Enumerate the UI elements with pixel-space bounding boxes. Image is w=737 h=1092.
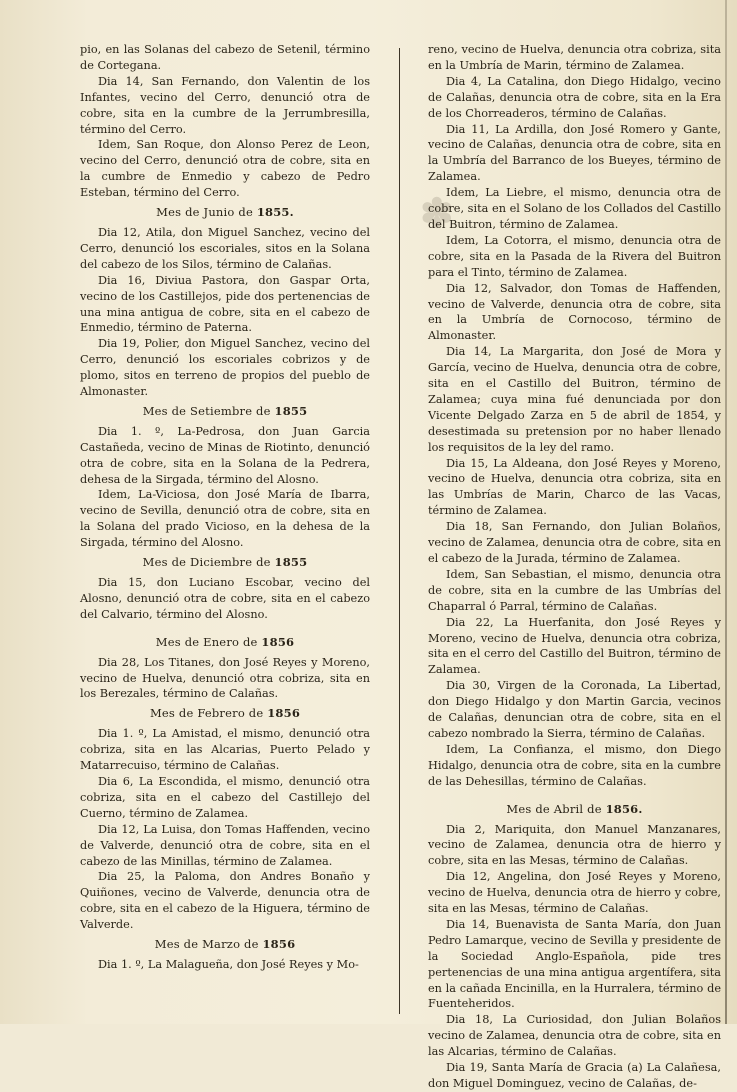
mine-claim-entry: Dia 15, La Aldeana, don José Reyes y Moreno, vecino de Huelva, denuncia otra cobriza, sita en las Umbrías de Marin, Charco de las Vacas, término de Zalamea. [428, 456, 721, 518]
mine-claim-entry: Dia 18, San Fernando, don Julian Bolaños, vecino de Zalamea, denuncia otra de cobre, sita en el cabezo de la Jurada, término de Zalamea. [428, 520, 721, 565]
month-heading-year: 1855. [256, 205, 294, 220]
column-divider [399, 48, 400, 1014]
spacer [428, 790, 721, 798]
spacer [80, 623, 370, 631]
mine-claim-entry: Dia 2, Mariquita, don Manuel Manzanares, vecino de Zalamea, denuncia otra de hierro y cobre, sita en las Mesas, término de Calañas. [428, 822, 721, 868]
month-heading-year: 1856. [605, 801, 643, 816]
month-heading-year: 1855 [274, 555, 308, 570]
month-heading-text: Mes de Junio de [156, 205, 257, 220]
mine-claim-entry: Idem, San Sebastian, el mismo, denuncia otra de cobre, sita en la cumbre de las Umbrías del Chaparral ó Parral, término de Calañas. [428, 567, 721, 613]
mine-claim-entry: Dia 28, Los Titanes, don José Reyes y Moreno, vecino de Huelva, denunció otra cobriza, sita en los Berezales, término de Calañas. [80, 655, 370, 701]
page-edge [725, 0, 727, 1024]
mine-claim-entry: Dia 30, Virgen de la Coronada, La Libertad, don Diego Hidalgo y don Martin Garcia, vecinos de Calañas, denuncian otra de cobre, sita en el cabezo nombrado la Sierra, término de Calañas. [428, 679, 721, 740]
mine-claim-entry: Dia 16, Diviua Pastora, don Gaspar Orta, vecino de los Castillejos, pide dos pertenencias de una mina antigua de cobre, sita en el cabezo de Enmedio, término de Paterna. [80, 273, 370, 335]
mine-claim-entry: Idem, La Cotorra, el mismo, denuncia otra de cobre, sita en la Pasada de la Rivera del Buitron para el Tinto, término de Zalamea. [428, 233, 721, 279]
month-heading-text: Mes de Marzo de [154, 937, 263, 952]
mine-claim-entry: Idem, La-Viciosa, don José María de Ibarra, vecino de Sevilla, denunció otra de cobre, sita en la Solana del prado Vicioso, en la dehesa de la Sirgada, término del Alosno. [80, 488, 370, 550]
mine-claim-entry: Dia 19, Santa María de Gracia (a) La Calañesa, don Miguel Dominguez, vecino de Calañas, de- [428, 1061, 721, 1090]
mine-claim-entry: Dia 18, La Curiosidad, don Julian Bolaños vecino de Zalamea, denuncia otra de cobre, sita en las Alcarias, término de Calañas. [428, 1013, 721, 1059]
mine-claim-entry: Dia 12, Atila, don Miguel Sanchez, vecino del Cerro, denunció los escoriales, sitos en la Solana del cabezo de los Silos, término de Calañas. [80, 225, 370, 271]
bleed-through-mark: ✽ [420, 190, 456, 237]
mine-claim-entry: Idem, La Confianza, el mismo, don Diego Hidalgo, denuncia otra de cobre, sita en la cumbre de las Dehesillas, término de Calañas. [428, 742, 721, 788]
mine-claim-entry: Dia 1. º, La Malagueña, don José Reyes y Mo- [98, 957, 359, 971]
mine-claim-entry: Idem, La Liebre, el mismo, denuncia otra de cobre, sita en el Solano de los Collados del Castillo del Buitron, término de Zalamea. [428, 186, 721, 231]
mine-claim-entry: Dia 4, La Catalina, don Diego Hidalgo, vecino de Calañas, denuncia otra de cobre, sita en la Era de los Chorreaderos, término de Calañas. [428, 74, 721, 120]
month-heading [80, 635, 370, 651]
month-heading-text: Mes de Enero de [155, 634, 262, 649]
month-heading-text: Mes de Setiembre de [142, 403, 275, 418]
month-heading-year: 1856 [261, 634, 295, 649]
right-column [428, 42, 721, 1090]
mine-claim-entry: Dia 12, La Luisa, don Tomas Haffenden, vecino de Valverde, denunció otra de cobre, sita en el cabezo de las Minillas, término de Zalamea. [80, 822, 370, 868]
month-heading-year: 1855 [274, 403, 308, 418]
mine-claim-entry: Dia 12, Angelina, don José Reyes y Moreno, vecino de Huelva, denuncia otra de hierro y cobre, sita en las Mesas, término de Calañas. [428, 870, 721, 916]
month-heading-text: Mes de Diciembre de [142, 555, 275, 570]
mine-claim-entry: Dia 11, La Ardilla, don José Romero y Gante, vecino de Calañas, denuncia otra de cobre, sita en la Umbría del Barranco de los Bueyes, término de Zalamea. [428, 122, 721, 184]
mine-claim-entry: Dia 14, La Margarita, don José de Mora y García, vecino de Huelva, denuncia otra de cobre, sita en el Castillo del Buitron, término de Zalamea; cuya mina fué denunciada por don Vicente Delgado Zarza en 5 de abril de 1854, y desestimada su pretension por no haber llenado los requisitos de la ley del ramo. [428, 345, 721, 454]
month-heading [80, 205, 370, 221]
mine-claim-entry: Dia 6, La Escondida, el mismo, denunció otra cobriza, sita en el cabezo del Castillejo del Cuerno, término de Zalamea. [80, 774, 370, 820]
mine-claim-entry: Dia 22, La Huerfanita, don José Reyes y Moreno, vecino de Huelva, denuncia otra cobriza, sita en el cerro del Castillo del Buitron, término de Zalamea. [428, 615, 721, 677]
mine-claim-entry: Dia 1. º, La-Pedrosa, don Juan Garcia Castañeda, vecino de Minas de Riotinto, denunció otra de cobre, sita en la Solana de la Pedrera, dehesa de la Sirgada, término del Alosno. [80, 424, 370, 486]
mine-claim-entry: Dia 14, Buenavista de Santa María, don Juan Pedro Lamarque, vecino de Sevilla y presidente de la Sociedad Anglo-Española, pide tres pertenencias de una mina antigua argentífera, sita en la cañada Encinilla, en la Hurralera, término de Fuenteheridos. [428, 917, 721, 1011]
month-heading-text: Mes de Febrero de [149, 706, 268, 721]
mine-claim-entry: reno, vecino de Huelva, denuncia otra cobriza, sita en la Umbría de Marin, término de Zalamea. [428, 43, 721, 72]
mine-claim-entry: Dia 1. º, La Amistad, el mismo, denunció otra cobriza, sita en las Alcarias, Puerto Pelado y Matarrecuiso, término de Calañas. [80, 727, 370, 773]
mine-claim-entry: pio, en las Solanas del cabezo de Setenil, término de Cortegana. [80, 43, 370, 72]
month-heading-text: Mes de Abril de [506, 801, 606, 816]
month-heading [80, 937, 370, 953]
mine-claim-entry: Dia 19, Polier, don Miguel Sanchez, vecino del Cerro, denunció los escoriales cobrizos y de plomo, sitos en terreno de propios del pueblo de Almonaster. [80, 337, 370, 399]
mine-claim-entry: Dia 15, don Luciano Escobar, vecino del Alosno, denunció otra de cobre, sita en el cabezo del Calvario, término del Alosno. [80, 576, 370, 621]
month-heading [80, 555, 370, 571]
mine-claim-entry: Idem, San Roque, don Alonso Perez de Leon, vecino del Cerro, denunció otra de cobre, sita en la cumbre de Enmedio y cabezo de Pedro Esteban, término del Cerro. [80, 138, 370, 200]
month-heading [428, 802, 721, 818]
mine-claim-entry: Dia 12, Salvador, don Tomas de Haffenden, vecino de Valverde, denuncia otra de cobre, sita en la Umbría de Cornocoso, término de Almonaster. [428, 281, 721, 343]
month-heading [80, 706, 370, 722]
month-heading-year: 1856 [262, 937, 296, 952]
month-heading-year: 1856 [267, 706, 301, 721]
mine-claim-entry: Dia 25, la Paloma, don Andres Bonaño y Quiñones, vecino de Valverde, denuncia otra de cobre, sita en el cabezo de la Higuera, término de Valverde. [80, 870, 370, 932]
left-column [80, 42, 370, 1024]
month-heading [80, 404, 370, 420]
mine-claim-entry: Dia 14, San Fernando, don Valentin de los Infantes, vecino del Cerro, denunció otra de cobre, sita en la cumbre de la Jerrumbresilla, término del Cerro. [80, 74, 370, 136]
